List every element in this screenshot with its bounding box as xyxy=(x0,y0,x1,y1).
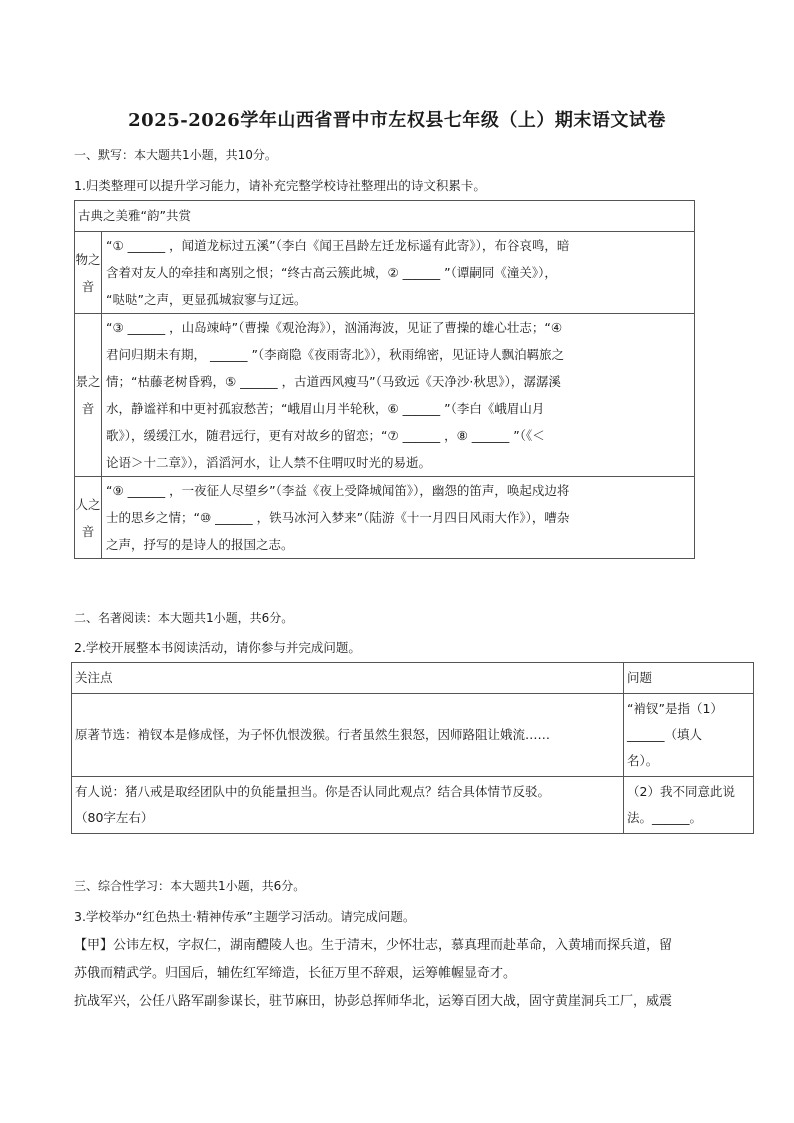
text-line: 含着对友人的牵挂和离别之恨；“终古高云簇此城，② ______ ”（谭嗣同《潼关》）， xyxy=(106,265,557,280)
section-3-heading: 三、综合性学习：本大题共1小题，共6分。 xyxy=(74,879,306,893)
row-label-jing: 景之音 xyxy=(75,314,102,477)
text-line: 有人说：猪八戒是取经团队中的负能量担当。你是否认同此观点？结合具体情节反驳。 xyxy=(75,784,551,799)
col-head-question: 问题 xyxy=(624,663,754,694)
text-line: 法。______。 xyxy=(627,810,703,825)
text-line: 歌》），缓缓江水，随君远行，更有对故乡的留恋；“⑦ ______ ，⑧ ______ ”（《＜ xyxy=(106,428,545,443)
question-1: 1.归类整理可以提升学习能力，请补充完整学校诗社整理出的诗文积累卡。 xyxy=(74,178,486,193)
section-2-heading: 二、名著阅读：本大题共1小题，共6分。 xyxy=(74,611,294,625)
excerpt-cell: 原著节选：褃钗本是修成怪，为子怀仇恨泼猴。行者虽然生狠怒，因师路阻让娥流…… xyxy=(72,694,624,777)
row-text-wu xyxy=(102,232,695,314)
question-2: 2.学校开展整本书阅读活动，请你参与并完成问题。 xyxy=(74,640,361,655)
text-line: 名）。 xyxy=(627,753,659,768)
page-title: 2025-2026学年山西省晋中市左权县七年级（上）期末语文试卷 xyxy=(128,110,666,131)
reading-table xyxy=(71,662,754,834)
text-line: 抗战军兴，公任八路军副参谋长，驻节麻田，协彭总挥师华北，运筹百团大战，固守黄崖洞兵工厂，威震 xyxy=(74,994,673,1009)
text-line: “③ ______ ，山岛竦峙”（曹操《观沧海》），汹涌海波，见证了曹操的雄心壮志；“④ xyxy=(106,320,563,335)
text-line: 苏俄而精武学。归国后，辅佐红军缔造，长征万里不辞艰，运筹帷幄显奇才。 xyxy=(74,966,517,981)
answer-cell-1 xyxy=(624,694,754,777)
text-line: “褃钗”是指（1） xyxy=(627,701,723,716)
col-head-focus: 关注点 xyxy=(72,663,624,694)
text-line: 情；“枯藤老树昏鸦，⑤ ______ ，古道西风瘦马”（马致远《天净沙·秋思》），潺潺溪 xyxy=(106,374,561,389)
row-label-ren: 人之音 xyxy=(75,477,102,559)
text-line: 水，静谧祥和中更衬孤寂愁苦；“峨眉山月半轮秋，⑥ ______ ”（李白《峨眉山月 xyxy=(106,401,545,416)
text-line: 之声，抒写的是诗人的报国之志。 xyxy=(106,537,294,552)
text-line: 士的思乡之情；“⑩ ______ ，铁马冰河入梦来”（陆游《十一月四日风雨大作》），嘈杂 xyxy=(106,510,570,525)
text-line: 【甲】公讳左权，字叔仁，湖南醴陵人也。生于清末，少怀壮志，慕真理而赴革命，入黄埔而探兵道，留 xyxy=(74,938,673,953)
section-1-heading: 一、默写：本大题共1小题，共10分。 xyxy=(74,148,277,162)
text-line: （2）我不同意此说 xyxy=(627,784,735,799)
text-line: ______（填人 xyxy=(627,727,703,742)
text-line: 论语＞十二章》），滔滔河水，让人禁不住喟叹时光的易逝。 xyxy=(106,455,432,470)
text-line: “① ______ ，闻道龙标过五溪”（李白《闻王昌龄左迁龙标遥有此寄》），布谷哀鸣，暗 xyxy=(106,238,570,253)
card-header: 古典之美雅“韵”共赏 xyxy=(75,201,695,232)
row-text-ren xyxy=(102,477,695,559)
text-line: “哒哒”之声，更显孤城寂寥与辽远。 xyxy=(106,292,307,307)
opinion-cell xyxy=(72,777,624,834)
text-line: 君问归期未有期， ______ ”（李商隐《夜雨寄北》），秋雨绵密，见证诗人飘泊羁旅之 xyxy=(106,347,565,362)
poetry-card-table xyxy=(74,200,695,559)
answer-cell-2 xyxy=(624,777,754,834)
question-3: 3.学校举办“红色热土·精神传承”主题学习活动。请完成问题。 xyxy=(74,909,416,924)
text-line: （80字左右） xyxy=(75,810,154,825)
passage-jia xyxy=(74,932,724,1016)
text-line: “⑨ ______ ，一夜征人尽望乡”（李益《夜上受降城闻笛》），幽怨的笛声，唤起戍边将 xyxy=(106,483,570,498)
row-text-jing xyxy=(102,314,695,477)
row-label-wu: 物之音 xyxy=(75,232,102,314)
